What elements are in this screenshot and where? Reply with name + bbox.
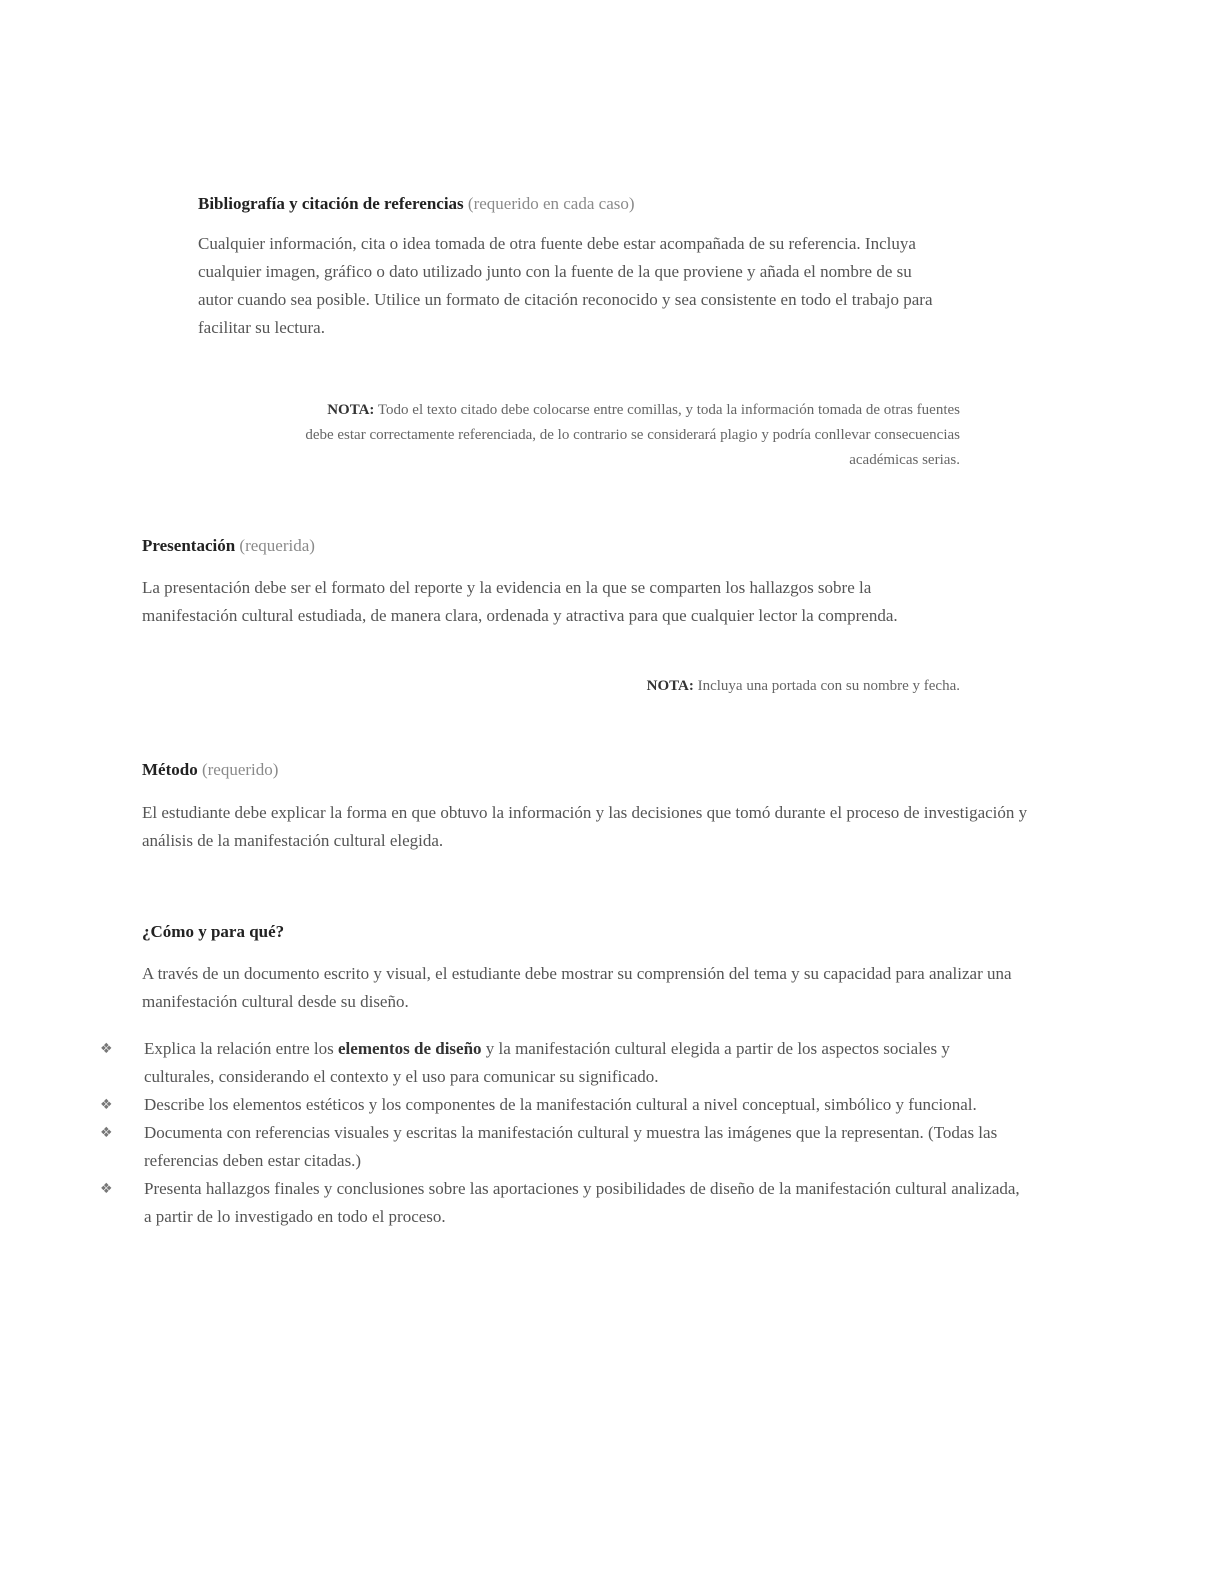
requirements-list: [100, 1035, 1020, 1231]
list-item-text: Documenta con referencias visuales y escritas la manifestación cultural y muestra las imágenes que la representan. (Todas las referencias deben estar citadas.): [144, 1123, 998, 1170]
presentation-heading-title: Presentación: [142, 536, 236, 555]
bullet-icon: ❖: [100, 1041, 113, 1057]
presentation-paragraph: La presentación debe ser el formato del reporte y la evidencia en la que se comparten los hallazgos sobre la manifestación cultural estudiada, de manera clara, ordenada y atractiva para que cualquier lector la comprenda.: [142, 578, 898, 625]
bibliography-note-text: Todo el texto citado debe colocarse entre comillas, y toda la información tomada de otras fuentes debe estar correctamente referenciada, de lo contrario se considerará plagio y podría conllevar consecuencias académicas serias.: [305, 402, 960, 468]
bullet-icon: ❖: [100, 1125, 113, 1141]
how-paragraph: A través de un documento escrito y visual, el estudiante debe mostrar su comprensión del tema y su capacidad para analizar una manifestación cultural desde su diseño.: [142, 964, 1012, 1011]
presentation-note-label: NOTA:: [646, 678, 694, 694]
list-item: [100, 1119, 1020, 1175]
bullet-icon: ❖: [100, 1181, 113, 1197]
method-heading-title: Método: [142, 760, 198, 779]
method-paragraph: El estudiante debe explicar la forma en que obtuvo la información y las decisiones que tomó durante el proceso de investigación y análisis de la manifestación cultural elegida.: [142, 803, 1028, 850]
presentation-note-text: Incluya una portada con su nombre y fecha.: [697, 678, 960, 694]
bibliography-heading-note: (requerido en cada caso): [467, 194, 635, 213]
presentation-heading-note: (requerida): [239, 536, 315, 555]
list-item-text: Presenta hallazgos finales y conclusiones sobre las aportaciones y posibilidades de diseño de la manifestación cultural analizada, a partir de lo investigado en todo el proceso.: [144, 1179, 1020, 1226]
how-heading: [142, 920, 284, 944]
list-item-text: Explica la relación entre los: [144, 1039, 334, 1058]
bibliography-note-label: NOTA:: [327, 402, 375, 418]
list-item: [100, 1035, 1020, 1091]
list-item: [100, 1091, 1020, 1119]
bibliography-note: [300, 398, 960, 473]
method-heading: [142, 758, 278, 782]
presentation-note: [500, 674, 960, 699]
bullet-icon: ❖: [100, 1097, 113, 1113]
list-item-text: Describe los elementos estéticos y los componentes de la manifestación cultural a nivel conceptual, simbólico y funcional.: [144, 1095, 977, 1114]
list-item-text-cont: y la manifestación cultural elegida a partir de los aspectos sociales y culturales, considerando el contexto y el uso para comunicar su significado.: [144, 1039, 950, 1086]
method-heading-note: (requerido): [201, 760, 279, 779]
how-heading-title: ¿Cómo y para qué?: [142, 922, 285, 941]
list-item: [100, 1175, 1020, 1231]
bibliography-paragraph: Cualquier información, cita o idea tomada de otra fuente debe estar acompañada de su referencia. Incluya cualquier imagen, gráfico o dato utilizado junto con la fuente de la que proviene y añada el nombre de su autor cuando sea posible. Utilice un formato de citación reconocido y sea consistente en todo el trabajo para facilitar su lectura.: [198, 234, 933, 337]
list-item-bold-text: elementos de diseño: [338, 1039, 482, 1058]
bibliography-heading-title: Bibliografía y citación de referencias: [198, 194, 464, 213]
presentation-heading: [142, 534, 315, 558]
bibliography-heading: [198, 192, 635, 216]
